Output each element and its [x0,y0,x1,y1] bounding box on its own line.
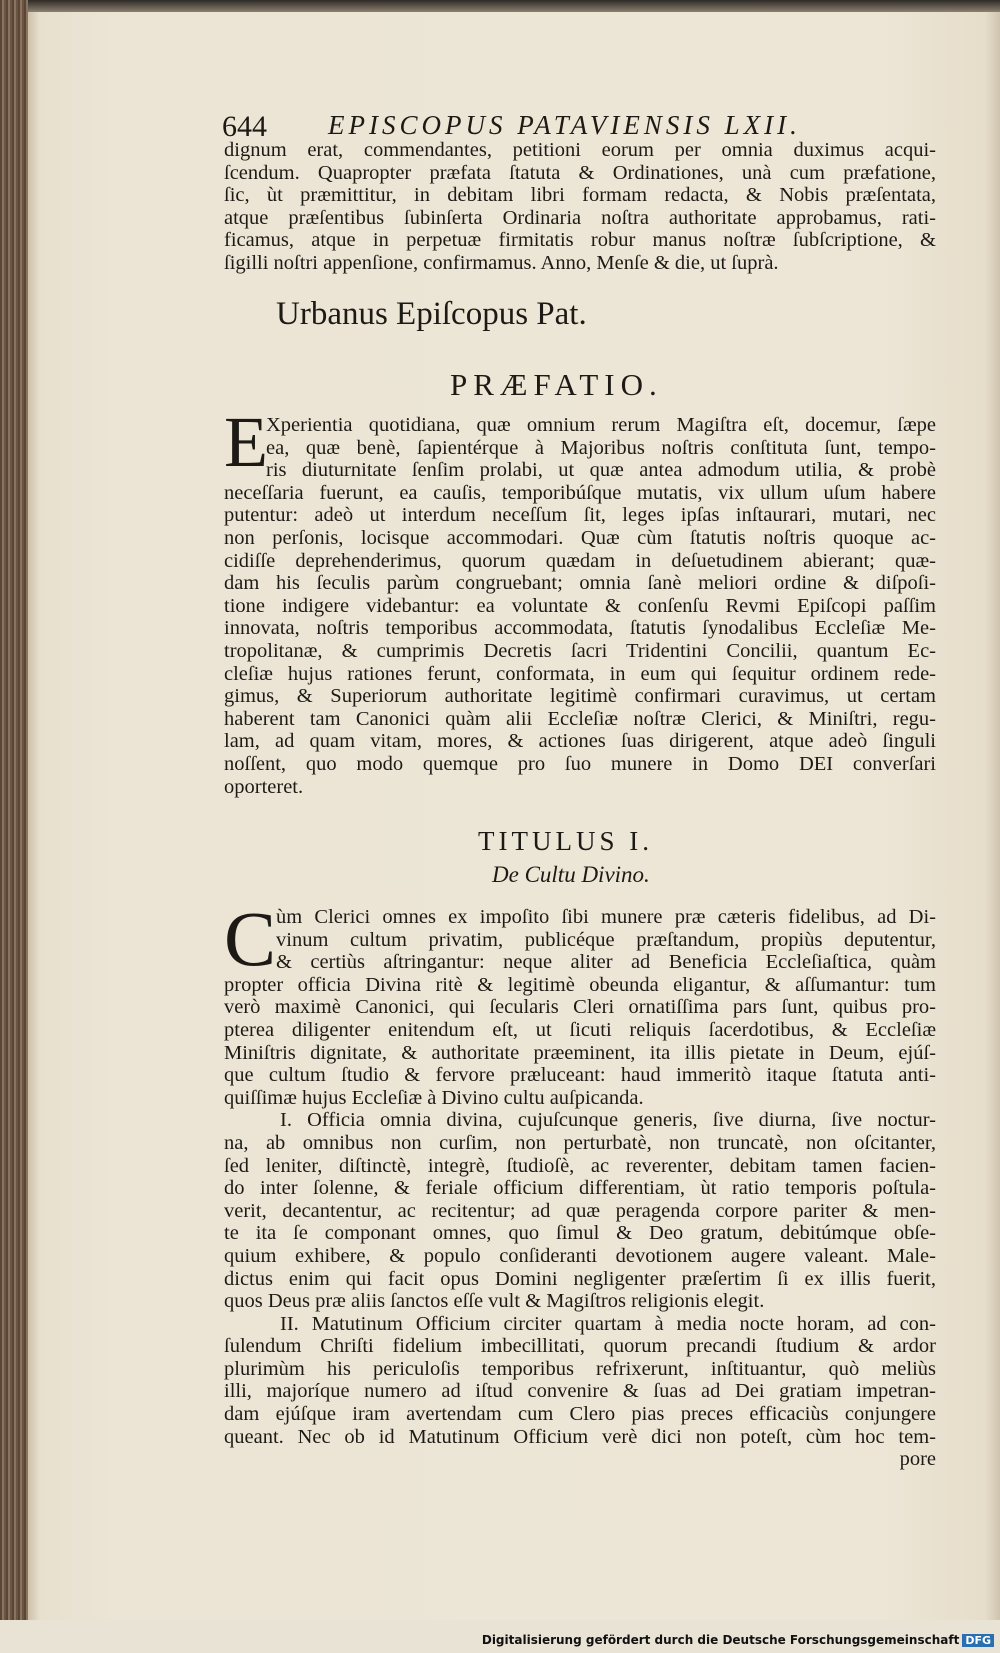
text-line: oporteret. [224,775,304,798]
text-line: ſed leniter, diſtinctè, integrè, ſtudioſè, ac reverenter, debitam tamen facien- [224,1154,936,1177]
text-line: quos Deus præ aliis ſanctos eſſe vult & Magiſtros religionis elegit. [224,1290,765,1313]
text-line: te ita ſe componant omnes, quo ſimul & Deo gratum, debitúmque obſe- [224,1222,936,1245]
digitization-credit [482,1633,994,1647]
text-line: quiſſimæ hujus Eccleſiæ à Divino cultu auſpicanda. [224,1086,644,1109]
text-line: propter officia Divina ritè & legitimè obeunda eligantur, & aſſumantur: tum [224,973,936,996]
book-spine-edge [0,0,28,1620]
text-line: lam, ad quam vitam, mores, & actiones ſuas dirigerent, atque adeò ſinguli [224,730,936,753]
text-line: Miniſtris dignitate, & authoritate præeminent, ita illis pietate in Deum, ejúſ- [224,1041,936,1064]
text-line: ſigilli noſtri appenſione, confirmamus. Anno, Menſe & die, ut ſuprà. [224,251,779,274]
titulus-heading: TITULUS I. [478,826,653,856]
praefatio-drop-cap: E [224,402,268,482]
text-line: cidiſſe deprehenderimus, quorum quædam in deſuetudinem abierant; quæ- [224,549,936,572]
page-number: 644 [222,110,267,143]
text-line: neceſſaria fuerunt, ea cauſis, temporibúſque mutatis, vix ullum uſum habere [224,481,936,504]
text-line: II. Matutinum Officium circiter quartam à media nocte horam, ad con- [280,1312,936,1335]
text-line: illi, majoríque numero ad iſtud convenire & ſuas ad Dei gratiam impetran- [224,1380,936,1403]
decree-text [224,139,936,275]
text-line: & certiùs aſtringantur: neque aliter ad Beneficia Eccleſiaſtica, quàm [276,951,936,974]
text-line: Xperientia quotidiana, quæ omnium rerum Magiſtra eſt, docemur, ſæpe [266,414,936,436]
text-line: pterea diligenter enitendum eſt, ut ſicuti reliquis ſacerdotibus, & Eccleſiæ [224,1018,936,1041]
text-line: putentur: adeò ut interdum neceſſum ſit, leges ipſas inſtaurari, mutari, nec [224,504,936,527]
text-line: vinum cultum privatim, publicéque præſtandum, propiùs deputentur, [276,928,936,951]
titulus-subheading: De Cultu Divino. [492,862,650,887]
text-line: non perſonis, locisque accommodari. Quæ cùm ſtatutis noſtris quoque ac- [224,526,936,549]
text-line: dam his ſeculis parùm congruebant; omnia ſanè meliori ordine & diſpoſi- [224,572,936,595]
text-line: gimus, & Superiorum authoritate legitimè confirmari curavimus, ut certam [224,685,936,708]
text-line: ſcendum. Quapropter præfata ſtatuta & Ordinationes, unà cum præfatione, [224,161,936,184]
praefatio-heading: PRÆFATIO. [450,367,663,402]
text-line: haberent tam Canonici quàm alii Eccleſiæ noſtræ Clerici, & Miniſtri, regu- [224,707,936,730]
text-line: queant. Nec ob id Matutinum Officium verè dici non poteſt, cùm hoc tem- [224,1425,936,1448]
titulus-drop-cap: C [224,895,277,982]
text-line: verò maximè Canonici, qui ſecularis Cleri ornatiſſima pars ſunt, quibus pro- [224,996,936,1019]
text-line: atque præſentibus ſubinſerta Ordinaria noſtra authoritate approbamus, rati- [224,206,936,229]
text-line: noſſent, quo modo quemque pro ſuo munere in Domo DEI converſari [224,752,936,775]
text-line: do inter ſolenne, & feriale officium differentiam, ùt ratio temporis poſtula- [224,1177,936,1200]
text-line: ris diuturnitate ſenſim prolabi, ut quæ antea admodum utilia, & probè [266,459,936,482]
text-line: dignum erat, commendantes, petitioni eorum per omnia duximus acqui- [224,139,936,161]
text-line: verit, decantentur, ac recitentur; ad quæ peragenda corpore pariter & men- [224,1199,936,1222]
text-line: plurimùm his periculoſis temporibus refrixerunt, inſtituantur, quò meliùs [224,1357,936,1380]
running-head: EPISCOPUS PATAVIENSIS LXII. [328,110,801,140]
titulus-body-text [224,906,936,1471]
text-line: tropolitanæ, & cumprimis Decretis ſacri Tridentini Concilii, quantum Ec- [224,639,936,662]
text-line: que cultum ſtudio & fervore præluceant: haud immeritò itaque ſtatuta anti- [224,1064,936,1087]
text-line: tione indigere videbantur: ea voluntate & conſenſu Revmi Epiſcopi paſſim [224,594,936,617]
credit-text: Digitalisierung gefördert durch die Deutsche Forschungsgemeinschaft [481,1633,960,1647]
dfg-logo: DFG [962,1634,994,1647]
catchword: pore [899,1448,936,1471]
text-line: quium exhibere, & populo conſideranti devotionem augere valeant. Male- [224,1244,936,1267]
text-line: ficamus, atque in perpetuæ firmitatis robur manus noſtræ ſubſcriptione, & [224,229,936,252]
text-line: innovata, noſtris temporibus accommodata, ſtatutis ſynodalibus Eccleſiæ Me- [224,617,936,640]
text-line: ſulendum Chriſti fidelium imbecillitati, quorum precandi ſtudium & ardor [224,1335,936,1358]
text-line: na, ab omnibus non curſim, non perturbatè, non truncatè, non oſcitanter, [224,1131,936,1154]
text-line: ùm Clerici omnes ex impoſito ſibi munere præ cæteris fidelibus, ad Di- [276,906,936,928]
praefatio-text [224,414,936,798]
scan-top-edge [0,0,1000,12]
text-line: dictus enim qui facit opus Domini negligenter præſertim ſi ex illis fuerit, [224,1267,936,1290]
text-line: I. Officia omnia divina, cujuſcunque generis, ſive diurna, ſive noctur- [280,1109,936,1132]
text-line: cleſiæ hujus rationes ferunt, conformata, in eum qui ſequitur ordinem rede- [224,662,936,685]
text-line: ea, quæ benè, ſapientérque à Majoribus noſtris conſtituta ſunt, tempo- [266,436,936,459]
bishop-signature: Urbanus Epiſcopus Pat. [276,296,587,332]
text-line: ſic, ùt præmittitur, in debitam libri formam redacta, & Nobis præſentata, [224,184,936,207]
text-line: dam ejúſque iram avertendam cum Clero pias preces efficaciùs conjungere [224,1403,936,1426]
